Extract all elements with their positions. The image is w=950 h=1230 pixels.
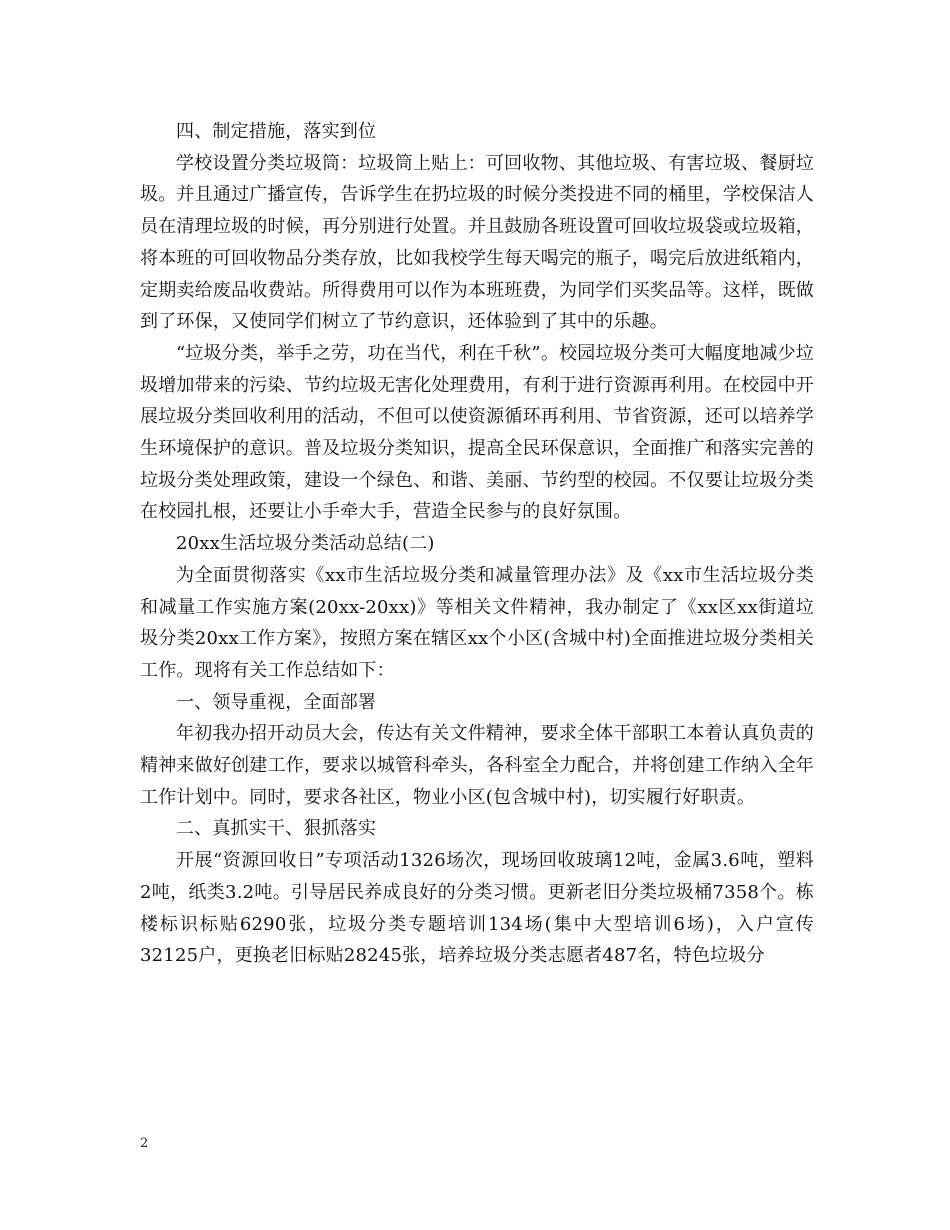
document-body [140, 116, 814, 972]
page-number: 2 [140, 1136, 149, 1151]
section-heading-action: 二、真抓实干、狠抓落实 [176, 818, 377, 840]
section-heading-measures: 四、制定措施，落实到位 [176, 121, 377, 142]
summary-title-two: 20xx生活垃圾分类活动总结(二) [176, 533, 435, 555]
paragraph-statistics: 开展“资源回收日”专项活动1326场次，现场回收玻璃12吨，金属3.6吨，塑料2吨，纸类3.2吨。引导居民养成良好的分类习惯。更新老旧分类垃圾桶7358个。栋楼标识标贴6290张，垃圾分类专题培训134场(集中大型培训6场)，入户宣传32125户，更换老旧标贴28245张，培养垃圾分类志愿者487名，特色垃圾分 [140, 850, 814, 967]
paragraph-slogan: “垃圾分类，举手之劳，功在当代，利在千秋”。校园垃圾分类可大幅度地减少垃圾增加带来的污染、节约垃圾无害化处理费用，有利于进行资源再利用。在校园中开展垃圾分类回收利用的活动，不但可以使资源循环再利用、节省资源，还可以培养学生环境保护的意识。普及垃圾分类知识，提高全民环保意识，全面推广和落实完善的垃圾分类处理政策，建设一个绿色、和谐、美丽、节约型的校园。不仅要让垃圾分类在校园扎根，还要让小手牵大手，营造全民参与的良好氛围。 [140, 342, 814, 523]
section-heading-leadership: 一、领导重视，全面部署 [176, 691, 377, 713]
paragraph-sorting-bins: 学校设置分类垃圾筒：垃圾筒上贴上：可回收物、其他垃圾、有害垃圾、餐厨垃圾。并且通过广播宣传，告诉学生在扔垃圾的时候分类投进不同的桶里，学校保洁人员在清理垃圾的时候，再分别进行处置。并且鼓励各班设置可回收垃圾袋或垃圾箱，将本班的可回收物品分类存放，比如我校学生每天喝完的瓶子，喝完后放进纸箱内，定期卖给废品收费站。所得费用可以作为本班班费，为同学们买奖品等。这样，既做到了环保，又使同学们树立了节约意识，还体验到了其中的乐趣。 [140, 152, 814, 333]
paragraph-implementation: 为全面贯彻落实《xx市生活垃圾分类和减量管理办法》及《xx市生活垃圾分类和减量工作实施方案(20xx-20xx)》等相关文件精神，我办制定了《xx区xx街道垃圾分类20xx工作方案》，按照方案在辖区xx个小区(含城中村)全面推进垃圾分类相关工作。现将有关工作总结如下： [140, 564, 814, 681]
paragraph-mobilization: 年初我办招开动员大会，传达有关文件精神，要求全体干部职工本着认真负责的精神来做好创建工作，要求以城管科牵头，各科室全力配合，并将创建工作纳入全年工作计划中。同时，要求各社区，物业小区(包含城中村)，切实履行好职责。 [140, 723, 814, 808]
